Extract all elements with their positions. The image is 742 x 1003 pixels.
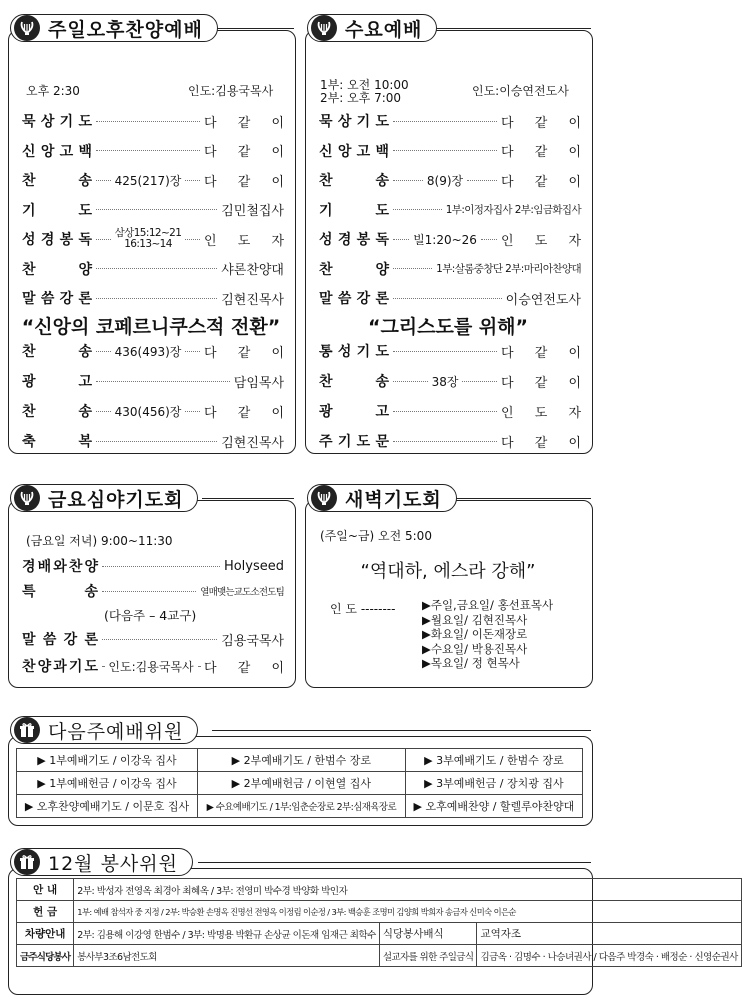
program-label: 기 도: [22, 202, 92, 219]
program-value: 다 같 이: [204, 115, 284, 131]
program-row: [319, 199, 581, 221]
committee-cell: ▶ 3부예배헌금 / 장치광 집사: [405, 772, 582, 795]
program-detail: 1부:이정자집사 2부:임금화집사: [445, 204, 581, 216]
program-value: 인 도 자: [501, 233, 581, 249]
service-cell: 식당봉사배식: [379, 923, 477, 945]
program-label: 찬 양: [319, 261, 389, 278]
program-detail: 8(9)장: [426, 173, 464, 188]
program-detail: 430(456)장: [114, 404, 182, 419]
next-week-note: (다음주 – 4교구): [104, 608, 197, 623]
program-label: 성 경 봉 독: [319, 232, 389, 248]
committee-cell: ▶ 1부예배헌금 / 이강욱 집사: [17, 772, 198, 795]
program-label: 신 앙 고 백: [319, 143, 389, 160]
service-label: 헌 금: [17, 901, 74, 923]
program-value: 다 같 이: [204, 174, 285, 190]
program-label: 말 씀 강 론: [22, 291, 92, 307]
program-row: [319, 400, 581, 422]
lyre-icon: [14, 485, 40, 511]
service-table: [16, 878, 742, 967]
dawn-leader-item: ▶월요일/ 김현진목사: [422, 612, 528, 627]
service-cell: 봉사부3조6남전도회: [74, 945, 380, 967]
service-label: 차량안내: [17, 923, 74, 945]
friday-tab: [10, 484, 198, 512]
program-value: 다 같 이: [501, 435, 581, 451]
program-row: [319, 430, 581, 452]
section-title: 금요심야기도회: [48, 488, 184, 511]
dawn-tab: [307, 484, 457, 512]
committee-cell: ▶ 오후찬양예배기도 / 이문호 집사: [17, 795, 198, 818]
section-title: 수요예배: [345, 18, 423, 41]
section-title: 다음주예배위원: [48, 720, 184, 743]
sunday-pm-tab: [10, 14, 218, 42]
program-value: 다 같 이: [501, 345, 581, 361]
program-row: [22, 400, 284, 422]
leader-label: 인 도 --------: [330, 602, 396, 616]
dawn-leader-item: ▶화요일/ 이돈재장로: [422, 627, 528, 641]
program-row: [22, 140, 284, 162]
program-row: [22, 555, 284, 577]
service-cell: 2부: 김용해 이강영 한범수 / 3부: 박명용 박환규 손상균 이돈재 임재근 최학수: [74, 923, 380, 945]
service-label: 금주식당봉사: [17, 945, 74, 967]
service-time: (금요일 저녁) 9:00~11:30: [26, 534, 173, 548]
program-row: [22, 199, 284, 221]
service-time-1: 1부: 오전 10:00: [320, 78, 409, 92]
program-value: Holyseed: [223, 558, 284, 574]
program-label: 신 앙 고 백: [22, 143, 92, 160]
program-row: [319, 258, 581, 280]
program-value: 인 도 자: [501, 405, 581, 421]
committee-table: [16, 748, 583, 818]
wednesday-tab: [307, 14, 437, 42]
service-time-2: 2부: 오후 7:00: [320, 91, 402, 105]
gift-icon: [14, 849, 40, 875]
program-label: 말 씀 강 론: [319, 291, 389, 307]
program-label: 찬 양 과 기 도: [22, 659, 98, 675]
section-title: 12월 봉사위원: [48, 852, 178, 875]
program-label: 특 송: [22, 584, 98, 600]
program-row: [319, 287, 581, 309]
program-row: [22, 169, 284, 191]
program-value: 다 같 이: [204, 345, 285, 361]
program-value: 다 같 이: [501, 145, 581, 160]
committee-cell: ▶ 2부예배기도 / 한범수 장로: [197, 749, 405, 772]
program-row: [22, 655, 284, 677]
program-label: 찬 양: [22, 261, 92, 278]
program-value: 다 같 이: [501, 375, 581, 391]
program-label: 찬 송: [319, 374, 389, 390]
program-value: 김민철집사: [221, 204, 284, 219]
service-time: (주일~금) 오전 5:00: [320, 529, 432, 543]
program-value: 인 도 자: [204, 233, 284, 249]
section-title: 새벽기도회: [345, 488, 442, 511]
program-label: 주 기 도 문: [319, 434, 389, 450]
committee-cell: ▶ 3부예배기도 / 한범수 장로: [405, 749, 582, 772]
program-label: 말 씀 강 론: [22, 632, 98, 648]
program-label: 찬 송: [22, 344, 92, 360]
program-row: [319, 228, 581, 250]
program-row: [22, 287, 284, 309]
program-row: [319, 169, 581, 191]
program-row: [22, 258, 284, 280]
program-label: 경 배 와 찬 양: [22, 559, 98, 575]
program-label: 광 고: [319, 404, 389, 420]
service-cell: 교역자조: [477, 923, 741, 945]
program-value: 김용국목사: [221, 633, 284, 649]
program-detail: 436(493)장: [114, 344, 182, 359]
program-label: 광 고: [22, 374, 92, 390]
program-label: 찬 송: [22, 404, 92, 420]
program-value: 열매맺는교도소전도팀: [200, 587, 284, 598]
program-row: [22, 430, 284, 452]
dawn-leader-item: ▶주일,금요일/ 홍선표목사: [422, 598, 554, 612]
program-detail: 인도:김용국목사: [108, 659, 194, 674]
gift-icon: [14, 717, 40, 743]
program-row: [319, 340, 581, 362]
program-label: 묵 상 기 도: [22, 114, 92, 130]
program-label: 축 복: [22, 434, 92, 450]
committee-cell: ▶ 1부예배기도 / 이강욱 집사: [17, 749, 198, 772]
program-label: 성 경 봉 독: [22, 232, 92, 248]
section-title: 주일오후찬양예배: [48, 18, 203, 41]
committee-tab: [10, 716, 198, 744]
program-row: [319, 140, 581, 162]
program-row: [22, 228, 284, 250]
program-value: 김현진목사: [221, 435, 284, 451]
service-leader: 인도:이승연전도사: [472, 84, 569, 98]
service-leader: 인도:김용국목사: [188, 84, 274, 98]
program-label: 찬 송: [319, 173, 389, 189]
program-row: [319, 110, 581, 132]
program-detail: 38장: [431, 374, 459, 389]
service-cell: 설교자를 위한 주일금식: [379, 945, 477, 967]
sermon-title: “그리스도를 위해”: [367, 316, 529, 338]
service-tab: [10, 848, 193, 876]
service-cell: 김금옥 · 김명수 · 나승녀권사 / 다음주 박경숙 · 배정순 · 신영순권사: [477, 945, 741, 967]
lyre-icon: [14, 15, 40, 41]
program-value: 샤론찬양대: [221, 263, 284, 278]
program-value: 다 같 이: [501, 115, 581, 131]
program-value: 다 같 이: [204, 660, 285, 676]
lyre-icon: [311, 15, 337, 41]
program-detail: 1부:살롬중창단 2부:마리아찬양대: [436, 263, 581, 275]
program-value: 다 같 이: [204, 405, 285, 421]
program-label: 통 성 기 도: [319, 344, 389, 360]
committee-cell: ▶ 오후예배찬양 / 할렐루야찬양대: [405, 795, 582, 818]
program-detail: 삼상15:12~21 16:13~14: [114, 227, 182, 250]
program-value: 김현진목사: [221, 292, 284, 308]
program-value: 다 같 이: [204, 145, 284, 160]
service-time: 오후 2:30: [26, 84, 80, 98]
service-label: 안 내: [17, 879, 74, 901]
sermon-title: “신앙의 코페르니쿠스적 전환”: [21, 316, 281, 338]
program-row: [22, 110, 284, 132]
service-cell: 2부: 박성자 전영옥 최경아 최혜옥 / 3부: 전영미 박수경 박양화 박인자: [74, 879, 742, 901]
program-detail: 425(217)장: [114, 173, 182, 188]
lyre-icon: [311, 485, 337, 511]
program-row: [319, 370, 581, 392]
program-row: [22, 580, 284, 602]
sermon-title: “역대하, 에스라 강해”: [360, 561, 536, 582]
committee-cell: ▶ 수요예배기도 / 1부:임춘순장로 2부:심재육장로: [197, 795, 405, 818]
program-row: [22, 370, 284, 392]
program-label: 기 도: [319, 202, 389, 219]
dawn-leader-item: ▶목요일/ 정 현목사: [422, 656, 520, 670]
program-value: 다 같 이: [501, 174, 582, 190]
program-label: 찬 송: [22, 173, 92, 189]
program-value: 담임목사: [233, 375, 284, 391]
program-detail: 빌1:20~26: [413, 232, 477, 247]
program-row: [22, 628, 284, 650]
service-cell: 1부: 예배 참석자 중 지정 / 2부: 박승환 손명옥 진명선 전영옥 이정림 이순정 / 3부: 백승훈 조명미 김양희 박희자 송금자 신미숙 이은순: [74, 901, 742, 923]
committee-cell: ▶ 2부예배헌금 / 이현열 집사: [197, 772, 405, 795]
program-label: 묵 상 기 도: [319, 114, 389, 130]
program-row: [22, 340, 284, 362]
program-value: 이승연전도사: [505, 292, 581, 308]
dawn-leader-item: ▶수요일/ 박용진목사: [422, 641, 528, 656]
